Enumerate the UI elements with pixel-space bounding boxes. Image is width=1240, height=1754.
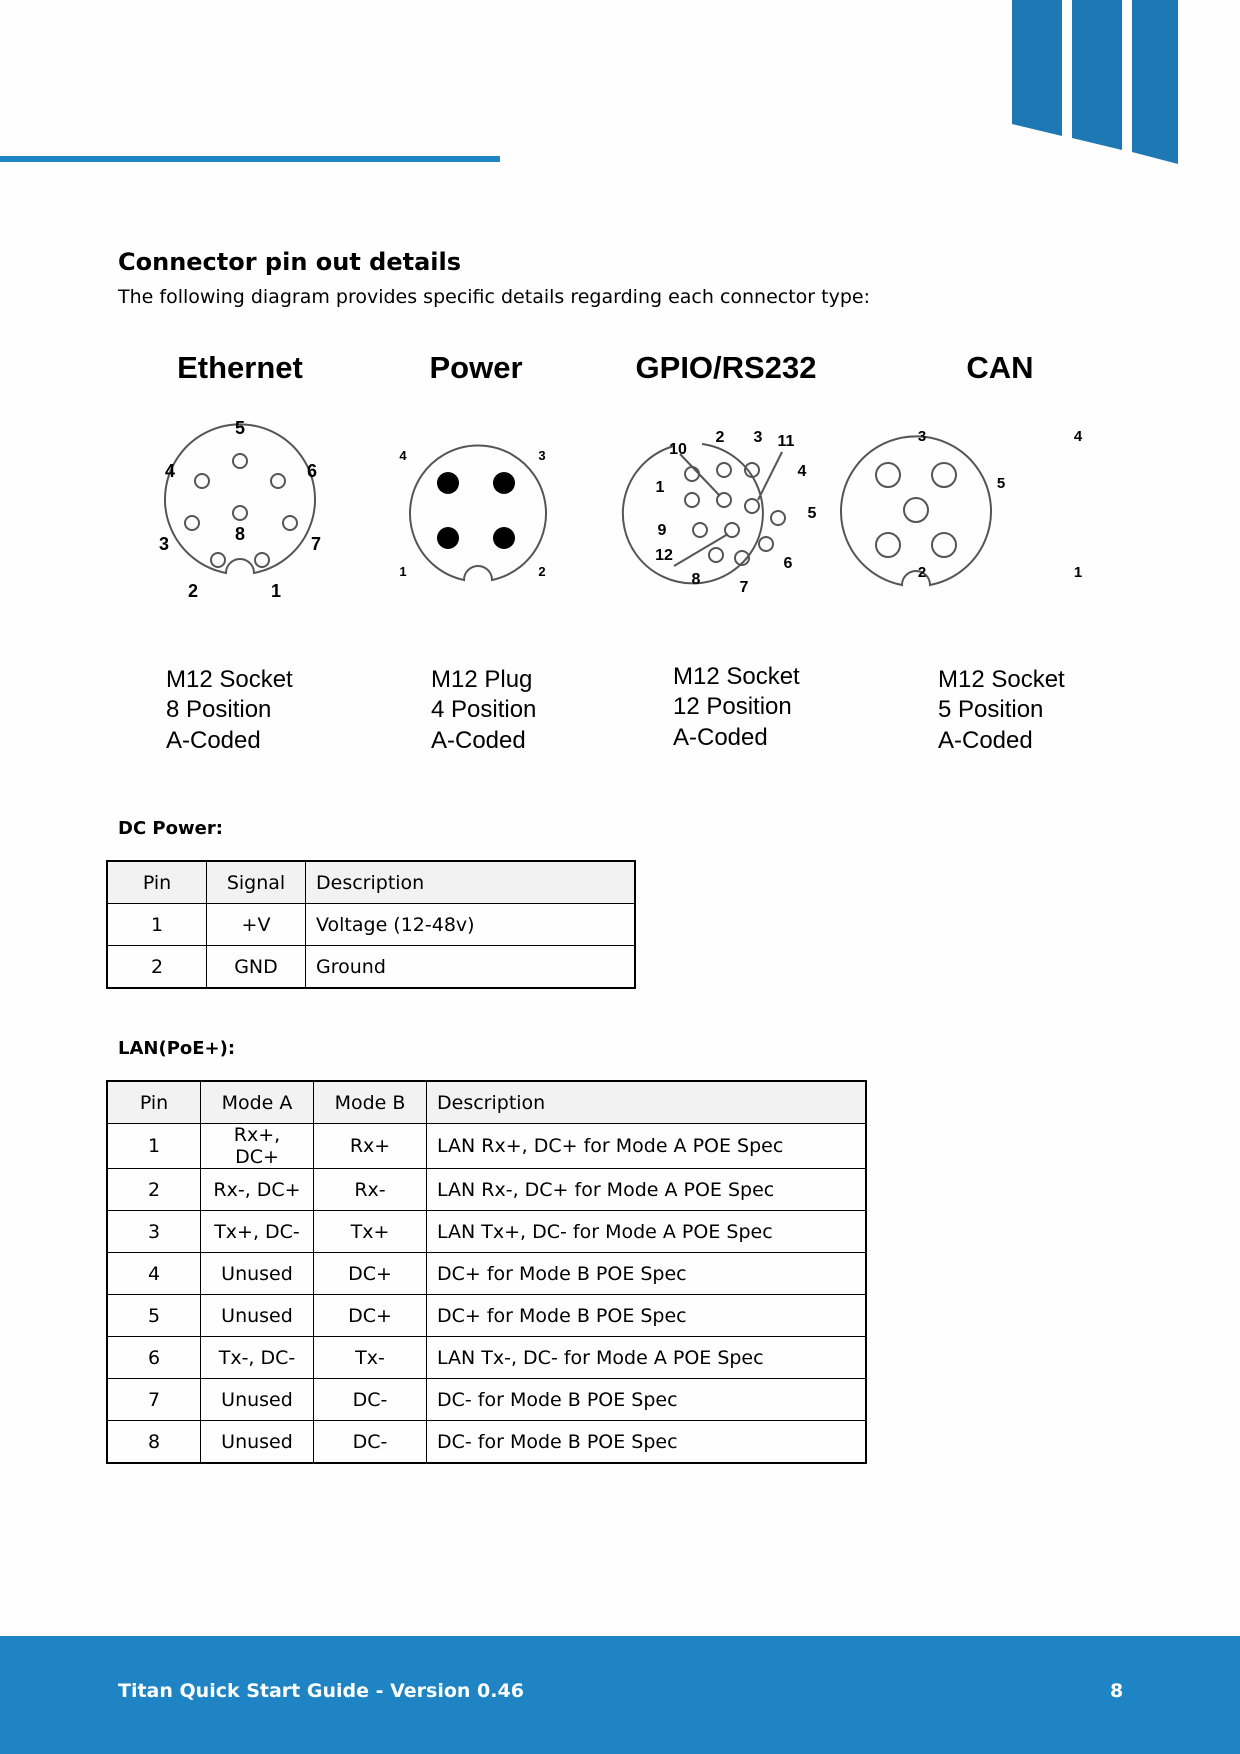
- can-pin-label: 5: [996, 475, 1006, 492]
- ethernet-pin-hole: [185, 516, 199, 530]
- can-pin-label: 2: [917, 564, 927, 581]
- ethernet-pin-label: 5: [234, 418, 246, 438]
- ethernet-pin-hole: [233, 454, 247, 468]
- table-row: [107, 1211, 866, 1253]
- table-row: [107, 1169, 866, 1211]
- caption-line: 12 Position: [673, 693, 792, 720]
- table-cell: Tx-, DC-: [201, 1337, 314, 1379]
- table-cell: 7: [107, 1379, 201, 1421]
- gpio-pin-label: 9: [657, 522, 667, 539]
- page-footer: [0, 1636, 1240, 1754]
- table-cell: LAN Tx-, DC- for Mode A POE Spec: [427, 1337, 867, 1379]
- ethernet-pin-hole: [211, 553, 225, 567]
- caption-line: A-Coded: [431, 727, 526, 754]
- table-cell: Unused: [201, 1379, 314, 1421]
- gpio-connector-outline: [623, 444, 763, 583]
- power-pin-label: 1: [399, 564, 407, 579]
- gpio-pin-label: 10: [669, 441, 687, 458]
- table-cell: DC+ for Mode B POE Spec: [427, 1295, 867, 1337]
- connector-title-power: Power: [429, 350, 523, 385]
- table-row: [107, 1421, 866, 1464]
- table-cell: Unused: [201, 1421, 314, 1464]
- caption-line: 5 Position: [938, 696, 1044, 723]
- connector-title-gpio: GPIO/RS232: [635, 350, 817, 385]
- connector-title-ethernet: Ethernet: [177, 350, 303, 385]
- brand-logo-bars: [1008, 0, 1240, 166]
- table-row: [107, 1295, 866, 1337]
- table-row: [107, 1124, 866, 1169]
- gpio-pin-label: 7: [739, 579, 749, 596]
- column-header: Description: [306, 861, 636, 904]
- gpio-pin-label: 2: [715, 429, 725, 446]
- caption-line: M12 Socket: [166, 666, 293, 693]
- table-cell: 4: [107, 1253, 201, 1295]
- intro-text: The following diagram provides specific details regarding each connector type:: [118, 286, 871, 308]
- ethernet-pin-hole: [255, 553, 269, 567]
- table-row: [107, 946, 635, 989]
- table-cell: 3: [107, 1211, 201, 1253]
- ethernet-pin-hole: [283, 516, 297, 530]
- ethernet-pin-label: 1: [270, 581, 282, 601]
- table-cell: DC+ for Mode B POE Spec: [427, 1253, 867, 1295]
- gpio-pin-label: 8: [691, 571, 701, 588]
- table-cell: DC-: [314, 1421, 427, 1464]
- table-header-row: [107, 861, 635, 904]
- column-header: Mode B: [314, 1081, 427, 1124]
- gpio-pin-label: 5: [807, 505, 817, 522]
- dc-power-table: [106, 860, 636, 989]
- page-number: 8: [1110, 1680, 1124, 1702]
- table-header-row: [107, 1081, 866, 1124]
- can-pin-label: 3: [917, 428, 927, 445]
- table-cell: 8: [107, 1421, 201, 1464]
- lan-poe-label: LAN(PoE+):: [118, 1038, 236, 1059]
- table-cell: LAN Rx-, DC+ for Mode A POE Spec: [427, 1169, 867, 1211]
- table-cell: Rx+: [314, 1124, 427, 1169]
- ethernet-pin-label: 2: [187, 581, 199, 601]
- table-cell: Unused: [201, 1253, 314, 1295]
- table-cell: 1: [107, 1124, 201, 1169]
- table-cell: Tx-: [314, 1337, 427, 1379]
- caption-line: A-Coded: [673, 724, 768, 751]
- table-cell: Unused: [201, 1295, 314, 1337]
- table-cell: 1: [107, 904, 207, 946]
- gpio-pin-label: 6: [783, 555, 793, 572]
- ethernet-pin-hole: [271, 474, 285, 488]
- table-cell: Tx+, DC-: [201, 1211, 314, 1253]
- footer-title: Titan Quick Start Guide - Version 0.46: [118, 1680, 524, 1702]
- gpio-pin-label: 11: [777, 433, 795, 450]
- table-cell: 2: [107, 946, 207, 989]
- table-cell: DC- for Mode B POE Spec: [427, 1421, 867, 1464]
- table-row: [107, 1253, 866, 1295]
- gpio-pin-label: 3: [753, 429, 763, 446]
- header-rule: [0, 156, 500, 162]
- table-cell: 6: [107, 1337, 201, 1379]
- caption-line: A-Coded: [166, 727, 261, 754]
- can-pin-label: 1: [1073, 564, 1083, 581]
- connector-diagram: [118, 330, 1108, 790]
- page-title: Connector pin out details: [118, 248, 462, 276]
- table-cell: Rx-, DC+: [201, 1169, 314, 1211]
- table-cell: DC+: [314, 1295, 427, 1337]
- column-header: Pin: [107, 1081, 201, 1124]
- column-header: Description: [427, 1081, 867, 1124]
- caption-line: M12 Socket: [673, 663, 800, 690]
- caption-line: M12 Plug: [431, 666, 533, 693]
- connector-title-can: CAN: [966, 350, 1034, 385]
- lan-poe-table: [106, 1080, 867, 1464]
- column-header: Signal: [207, 861, 306, 904]
- caption-line: 8 Position: [166, 696, 272, 723]
- ethernet-connector-outline: [165, 424, 318, 573]
- table-cell: LAN Rx+, DC+ for Mode A POE Spec: [427, 1124, 867, 1169]
- table-row: [107, 904, 635, 946]
- caption-line: M12 Socket: [938, 666, 1065, 693]
- power-pin-label: 3: [538, 448, 546, 463]
- table-cell: +V: [207, 904, 306, 946]
- table-row: [107, 1337, 866, 1379]
- can-pin-label: 4: [1073, 428, 1083, 445]
- table-cell: Tx+: [314, 1211, 427, 1253]
- table-cell: DC- for Mode B POE Spec: [427, 1379, 867, 1421]
- table-cell: DC-: [314, 1379, 427, 1421]
- gpio-pin-label: 1: [655, 479, 665, 496]
- table-cell: 5: [107, 1295, 201, 1337]
- ethernet-pin-label: 4: [164, 461, 176, 481]
- table-cell: Ground: [306, 946, 636, 989]
- power-pin-label: 4: [399, 448, 407, 463]
- ethernet-pin-hole: [195, 474, 209, 488]
- table-cell: LAN Tx+, DC- for Mode A POE Spec: [427, 1211, 867, 1253]
- gpio-pin-label: 4: [797, 463, 807, 480]
- ethernet-pin-label: 7: [310, 534, 322, 554]
- table-cell: DC+: [314, 1253, 427, 1295]
- power-connector-outline: [410, 445, 546, 580]
- can-connector-outline: [841, 436, 991, 585]
- table-row: [107, 1379, 866, 1421]
- ethernet-pin-label: 8: [234, 524, 246, 544]
- ethernet-pin-label: 6: [306, 461, 318, 481]
- column-header: Pin: [107, 861, 207, 904]
- dc-power-label: DC Power:: [118, 818, 223, 839]
- table-cell: Rx-: [314, 1169, 427, 1211]
- gpio-pin-label: 12: [655, 547, 673, 564]
- column-header: Mode A: [201, 1081, 314, 1124]
- table-cell: 2: [107, 1169, 201, 1211]
- ethernet-pin-label: 3: [158, 534, 170, 554]
- table-cell: GND: [207, 946, 306, 989]
- ethernet-pin-hole: [233, 506, 247, 520]
- table-cell: Voltage (12-48v): [306, 904, 636, 946]
- power-pin-label: 2: [538, 564, 546, 579]
- caption-line: A-Coded: [938, 727, 1033, 754]
- table-cell: Rx+, DC+: [201, 1124, 314, 1169]
- caption-line: 4 Position: [431, 696, 537, 723]
